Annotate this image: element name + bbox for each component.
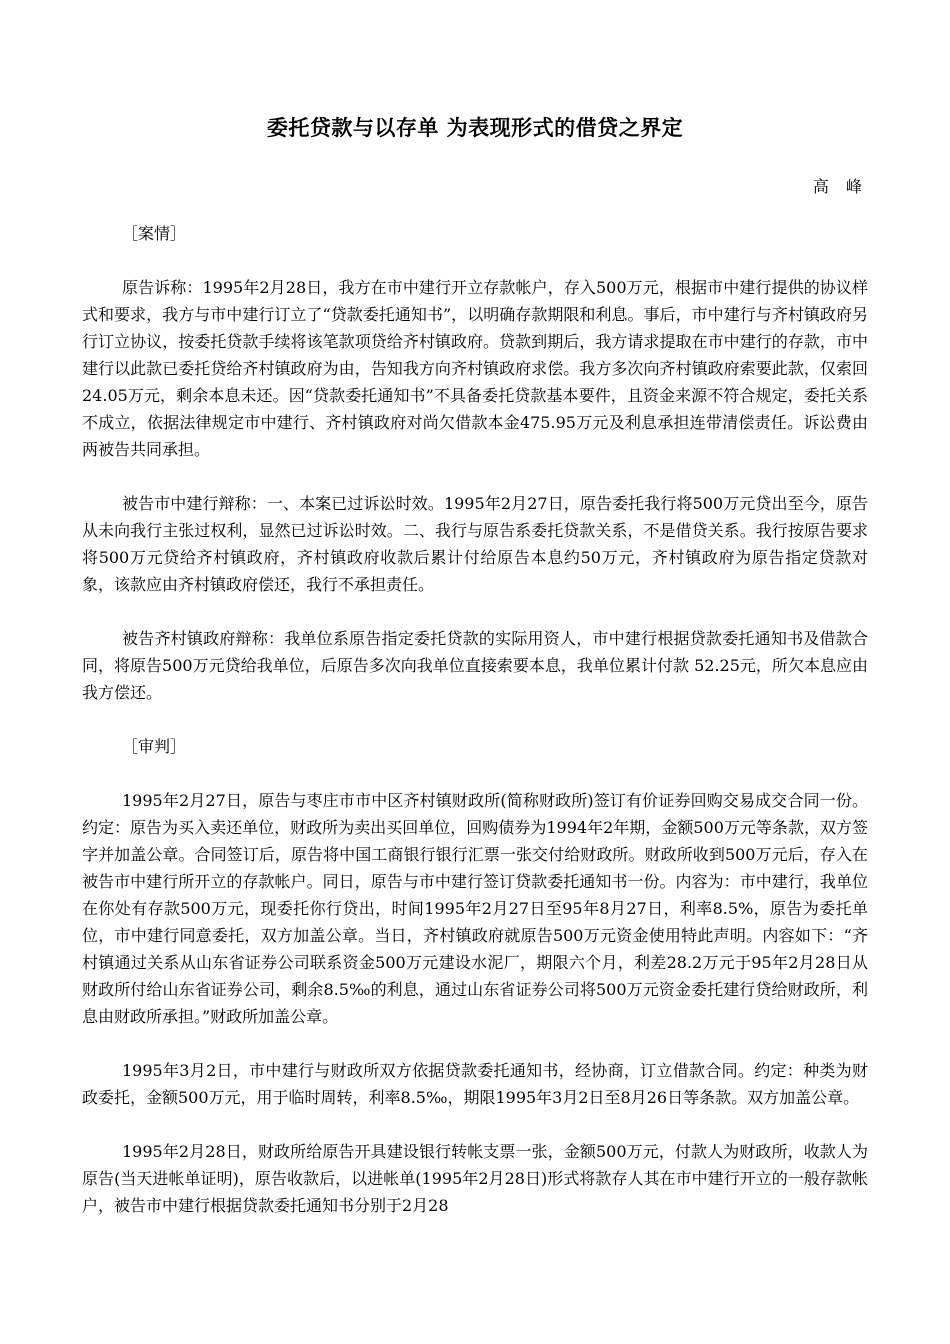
- paragraph-judgment-2: 1995年3月2日，市中建行与财政所双方依据贷款委托通知书，经协商，订立借款合同。约定：种类为财政委托，金额500万元，用于临时周转，利率8.5‰，期限1995年3月2日至8月26日等条款。双方加盖公章。: [82, 1061, 868, 1107]
- section-heading-case: ［案情］: [122, 224, 187, 243]
- paragraph-township-defense: 被告齐村镇政府辩称：我单位系原告指定委托贷款的实际用资人，市中建行根据贷款委托通知书及借款合同，将原告500万元贷给我单位，后原告多次向我单位直接索要本息，我单位累计付款 52.25元，所欠本息应由我方偿还。: [82, 629, 868, 702]
- section-heading-judgment: ［审判］: [122, 737, 187, 756]
- paragraph-bank-defense: 被告市中建行辩称：一、本案已过诉讼时效。1995年2月27日，原告委托我行将500万元贷出至今，原告从未向我行主张过权利，显然已过诉讼时效。二、我行与原告系委托贷款关系，不是借贷关系。我行按原告要求将500万元贷给齐村镇政府，齐村镇政府收款后累计付给原告本息约50万元，齐村镇政府为原告指定贷款对象，该款应由齐村镇政府偿还，我行不承担责任。: [82, 494, 868, 594]
- document-title: 委托贷款与以存单 为表现形式的借贷之界定: [266, 115, 684, 140]
- paragraph-judgment-1: 1995年2月27日，原告与枣庄市市中区齐村镇财政所(简称财政所)签订有价证券回购交易成交合同一份。约定：原告为买入卖还单位，财政所为卖出买回单位，回购债券为1994年2年期，金额500万元等条款，双方签字并加盖公章。合同签订后，原告将中国工商银行银行汇票一张交付给财政所。财政所收到500万元后，存入在被告市中建行所开立的存款帐户。同日，原告与市中建行签订贷款委托通知书一份。内容为：市中建行，我单位在你处有存款500万元，现委托你行贷出，时间1995年2月27日至95年8月27日，利率8.5%，原告为委托单位，市中建行同意委托，双方加盖公章。当日，齐村镇政府就原告500万元资金使用特此声明。内容如下：“齐村镇通过关系从山东省证券公司联系资金500万元建设水泥厂，期限六个月，利差28.2万元于95年2月28日从财政所付给山东省证券公司，剩余8.5‰的利息，通过山东省证券公司将500万元资金委托建行贷给财政所，利息由财政所承担。”财政所加盖公章。: [82, 791, 868, 1026]
- document-body: [82, 220, 868, 1246]
- author-name: 高 峰: [812, 177, 868, 196]
- paragraph-plaintiff-claim: 原告诉称：1995年2月28日，我方在市中建行开立存款帐户，存入500万元，根据市中建行提供的协议样式和要求，我方与市中建行订立了“贷款委托通知书”，以明确存款期限和利息。事后，市中建行与齐村镇政府另行订立协议，按委托贷款手续将该笔款项贷给齐村镇政府。贷款到期后，我方请求提取在市中建行的存款，市中建行以此款已委托贷给齐村镇政府为由，告知我方向齐村镇政府求偿。我方多次向齐村镇政府索要此款，仅索回24.05万元，剩余本息未还。因“贷款委托通知书”不具备委托贷款基本要件，且资金来源不符合规定，委托关系不成立，依据法律规定市中建行、齐村镇政府对尚欠借款本金475.95万元及利息承担连带清偿责任。诉讼费由两被告共同承担。: [82, 278, 868, 459]
- paragraph-judgment-3: 1995年2月28日，财政所给原告开具建设银行转帐支票一张，金额500万元，付款人为财政所，收款人为原告(当天进帐单证明)，原告收款后，以进帐单(1995年2月28日)形式将款存人其在市中建行开立的一般存款帐户，被告市中建行根据贷款委托通知书分别于2月28: [82, 1142, 868, 1215]
